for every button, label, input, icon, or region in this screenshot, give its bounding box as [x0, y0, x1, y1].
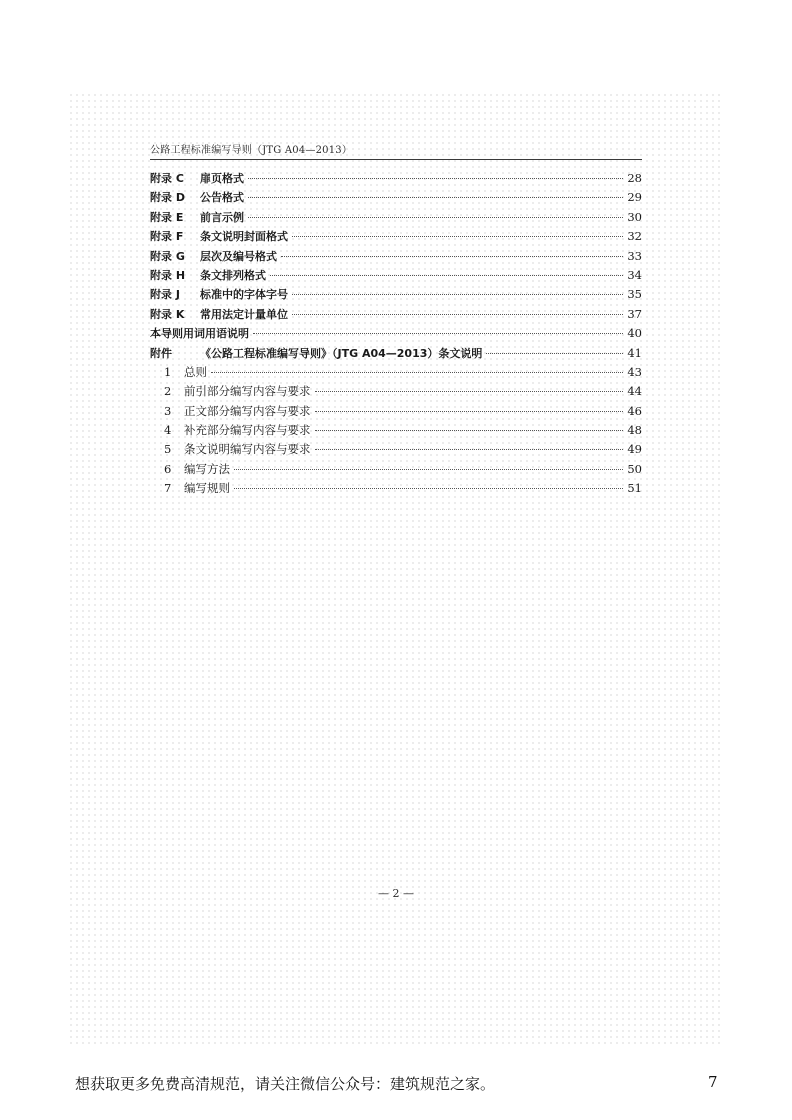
toc-entry-page: 33	[627, 248, 642, 263]
toc-entry-label	[164, 383, 311, 399]
toc-dot-leader	[234, 469, 623, 470]
toc-entry-page: 34	[627, 267, 642, 282]
toc-entry-prefix: 附录 D	[150, 191, 185, 205]
toc-dot-leader	[315, 430, 624, 431]
toc-entry-page: 48	[627, 423, 642, 438]
toc-entry-number: 7	[164, 481, 172, 496]
header-rule	[150, 159, 642, 160]
toc-entry-title: 编写方法	[184, 461, 230, 476]
toc-dot-leader	[292, 294, 623, 295]
footer-page-number: 7	[708, 1073, 718, 1091]
toc-entry-page: 50	[627, 461, 642, 476]
toc-dot-leader	[234, 488, 623, 489]
toc-entry-label	[150, 209, 244, 225]
toc-entry-title: 条文说明封面格式	[200, 230, 288, 244]
toc-dot-leader	[281, 256, 623, 257]
toc-entry-label	[150, 189, 244, 205]
toc-entry-title: 编写规则	[184, 481, 230, 496]
toc-entry-page: 32	[627, 229, 642, 244]
toc-entry-label	[150, 228, 288, 244]
toc-entry-label	[164, 461, 230, 477]
toc-entry-page: 43	[627, 364, 642, 379]
toc-dot-leader	[248, 197, 623, 198]
toc-entry-page: 28	[627, 171, 642, 185]
toc-entry	[150, 170, 642, 189]
toc-entry-title: 标准中的字体字号	[200, 288, 288, 302]
toc-entry	[150, 441, 642, 460]
toc-entry-page: 37	[627, 306, 642, 321]
toc-entry-page: 51	[627, 481, 642, 496]
toc-entry-label	[150, 345, 482, 361]
toc-dot-leader	[486, 353, 623, 354]
toc-entry-page: 46	[627, 403, 642, 418]
toc-dot-leader	[315, 411, 624, 412]
toc-entry-title: 条文说明编写内容与要求	[184, 442, 311, 457]
toc-dot-leader	[315, 391, 624, 392]
toc-entry-prefix: 附件	[150, 346, 172, 360]
toc-entry-title: 前言示例	[200, 210, 244, 224]
toc-entry	[150, 306, 642, 325]
toc-entry-number: 1	[164, 364, 172, 379]
toc-entry	[150, 325, 642, 344]
toc-entry-title: 公告格式	[200, 191, 244, 205]
toc-entry-prefix: 附录 C	[150, 172, 184, 185]
footer-note: 想获取更多免费高清规范，请关注微信公众号：建筑规范之家。	[75, 1075, 496, 1093]
toc-entry-label	[150, 170, 244, 186]
toc-entry	[150, 189, 642, 208]
toc-entry-prefix: 附录 G	[150, 249, 185, 263]
toc-entry-label	[150, 306, 288, 322]
toc-entry	[150, 228, 642, 247]
toc-entry	[150, 364, 642, 383]
toc-dot-leader	[253, 333, 623, 334]
toc-entry-page: 30	[627, 209, 642, 224]
toc-entry	[150, 345, 642, 364]
toc-entry-number: 4	[164, 423, 172, 438]
toc-entry-title: 层次及编号格式	[200, 249, 277, 263]
toc-entry-prefix: 附录 J	[150, 288, 180, 302]
toc-entry-label	[164, 480, 230, 496]
toc-entry-title: 本导则用词用语说明	[150, 327, 249, 341]
toc-entry-title: 补充部分编写内容与要求	[184, 423, 311, 438]
toc-entry-label	[164, 422, 311, 438]
toc-entry-page: 35	[627, 287, 642, 302]
toc-entry-label	[150, 325, 249, 341]
toc-entry-title: 《公路工程标准编写导则》（JTG A04—2013）条文说明	[200, 346, 483, 360]
toc-entry	[150, 383, 642, 402]
toc-dot-leader	[248, 217, 623, 218]
table-of-contents	[150, 170, 642, 500]
toc-dot-leader	[315, 449, 624, 450]
toc-entry-page: 29	[627, 190, 642, 205]
toc-entry-title: 前引部分编写内容与要求	[184, 384, 311, 399]
toc-entry	[150, 422, 642, 441]
toc-entry-number: 5	[164, 442, 172, 457]
toc-entry	[150, 248, 642, 267]
toc-entry-title: 总则	[184, 364, 207, 379]
toc-entry	[150, 286, 642, 305]
toc-entry-title: 正文部分编写内容与要求	[184, 403, 311, 418]
toc-entry-title: 常用法定计量单位	[200, 307, 288, 321]
toc-entry-label	[164, 403, 311, 419]
toc-entry-prefix: 附录 F	[150, 230, 184, 244]
toc-entry-label	[164, 441, 311, 457]
toc-entry-label	[150, 267, 266, 283]
toc-entry-label	[150, 248, 277, 264]
toc-entry-number: 6	[164, 461, 172, 476]
toc-entry-number: 3	[164, 403, 172, 418]
toc-entry-number: 2	[164, 384, 172, 399]
toc-entry-label	[150, 286, 288, 302]
toc-entry-title: 扉页格式	[200, 172, 244, 185]
toc-dot-leader	[211, 372, 623, 373]
toc-entry-page: 49	[627, 442, 642, 457]
toc-entry-page: 40	[627, 326, 642, 341]
toc-entry-page: 44	[627, 384, 642, 399]
toc-entry-page: 41	[627, 345, 642, 360]
toc-dot-leader	[270, 275, 623, 276]
toc-entry	[150, 403, 642, 422]
toc-entry-prefix: 附录 E	[150, 210, 184, 224]
toc-entry	[150, 267, 642, 286]
toc-entry	[150, 480, 642, 499]
toc-dot-leader	[292, 314, 623, 315]
toc-entry-title: 条文排列格式	[200, 268, 266, 282]
toc-entry-prefix: 附录 H	[150, 268, 186, 282]
toc-entry-label	[164, 364, 207, 380]
toc-dot-leader	[248, 178, 623, 179]
toc-entry-prefix: 附录 K	[150, 307, 185, 321]
toc-entry	[150, 209, 642, 228]
toc-entry	[150, 461, 642, 480]
page-number: — 2 —	[378, 887, 414, 900]
running-header: 公路工程标准编写导则（JTG A04—2013）	[150, 145, 353, 156]
toc-dot-leader	[292, 236, 623, 237]
